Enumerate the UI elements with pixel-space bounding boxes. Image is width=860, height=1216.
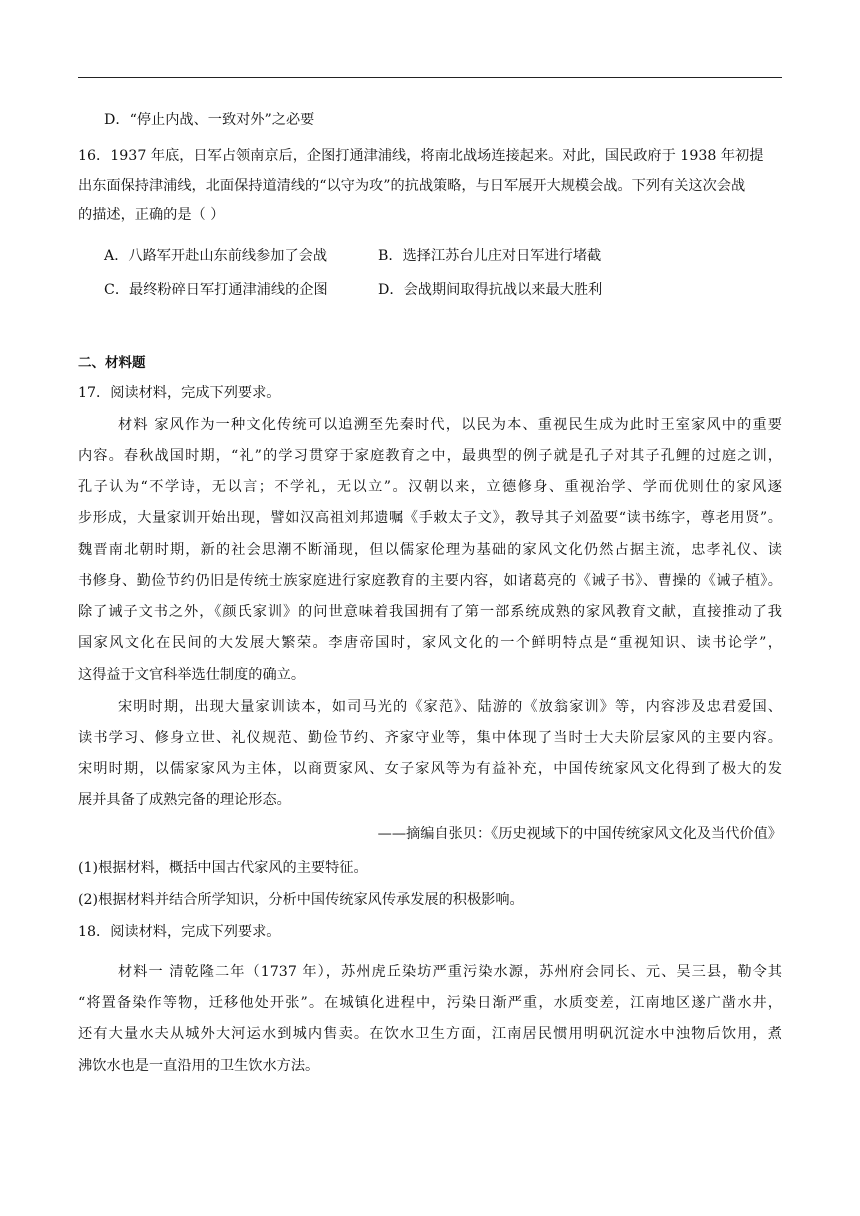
q17-material-line: 内容。春秋战国时期，“礼”的学习贯穿于家庭教育之中，最典型的例子就是孔子对其子孔鲤的过庭之训， bbox=[78, 448, 782, 464]
q17-material-line: 魏晋南北朝时期，新的社会思潮不断涌现，但以儒家伦理为基础的家风文化仍然占据主流，忠孝礼仪、读 bbox=[78, 542, 782, 558]
q16-option-c: C．最终粉碎日军打通津浦线的企图 bbox=[104, 282, 328, 298]
section-title: 二、材料题 bbox=[78, 355, 146, 371]
q17-material-line: 材料 家风作为一种文化传统可以追溯至先秦时代，以民为本、重视民生成为此时王室家风中的重要 bbox=[118, 417, 782, 433]
header-rule bbox=[78, 77, 782, 78]
q18-material-line: 沸饮水也是一直沿用的卫生饮水方法。 bbox=[78, 1058, 320, 1074]
q18-material-line: 还有大量水夫从城外大河运水到城内售卖。在饮水卫生方面，江南居民惯用明矾沉淀水中浊物后饮用，煮 bbox=[78, 1026, 782, 1042]
q16-stem-line: 16．1937 年底，日军占领南京后，企图打通津浦线，将南北战场连接起来。对此，国民政府于 1938 年初提 bbox=[78, 148, 764, 164]
q17-material-line: 展并具备了成熟完备的理论形态。 bbox=[78, 792, 291, 808]
q18-material-line: “将置备染作等物，迁移他处开张”。在城镇化进程中，污染日渐严重，水质变差，江南地区遂广凿水井， bbox=[78, 995, 782, 1011]
q15-option-d: D．“停止内战、一致对外”之必要 bbox=[104, 112, 315, 128]
q18-material-line: 材料一 清乾隆二年（1737 年），苏州虎丘染坊严重污染水源，苏州府会同长、元、吴三县，勒令其 bbox=[118, 964, 782, 980]
q17-intro: 17．阅读材料，完成下列要求。 bbox=[78, 385, 281, 401]
q16-option-b: B．选择江苏台儿庄对日军进行堵截 bbox=[378, 248, 602, 264]
q17-source: ——摘编自张贝：《历史视域下的中国传统家风文化及当代价值》 bbox=[377, 826, 782, 842]
q17-material-line: 除了诫子文书之外，《颜氏家训》的问世意味着我国拥有了第一部系统成熟的家风教育文献，直接推动了我 bbox=[78, 604, 782, 620]
q17-sub-question: (1)根据材料，概括中国古代家风的主要特征。 bbox=[78, 860, 368, 876]
q17-material-line: 这得益于文官科举选仕制度的确立。 bbox=[78, 667, 306, 683]
q16-options-row bbox=[104, 280, 782, 300]
q16-option-a: A．八路军开赴山东前线参加了会战 bbox=[104, 248, 328, 264]
q18-intro: 18．阅读材料，完成下列要求。 bbox=[78, 924, 281, 940]
q17-material-line: 孔子认为“不学诗，无以言；不学礼，无以立”。汉朝以来，立德修身、重视治学、学而优则仕的家风逐 bbox=[78, 479, 782, 495]
q16-options-row bbox=[104, 246, 782, 266]
q17-material-line: 读书学习、修身立世、礼仪规范、勤俭节约、齐家守业等，集中体现了当时士大夫阶层家风的主要内容。 bbox=[78, 730, 782, 746]
q16-stem-line: 的描述，正确的是（ ） bbox=[78, 207, 225, 223]
q16-option-d: D．会战期间取得抗战以来最大胜利 bbox=[378, 282, 603, 298]
q16-stem-line: 出东面保持津浦线，北面保持道清线的“以守为攻”的抗战策略，与日军展开大规模会战。下列有关这次会战 bbox=[78, 178, 746, 194]
q17-material-line: 宋明时期，以儒家家风为主体，以商贾家风、女子家风等为有益补充，中国传统家风文化得到了极大的发 bbox=[78, 761, 782, 777]
q17-material-line: 国家风文化在民间的大发展大繁荣。李唐帝国时，家风文化的一个鲜明特点是“重视知识、读书论学”， bbox=[78, 635, 782, 651]
q17-material-line: 书修身、勤俭节约仍旧是传统士族家庭进行家庭教育的主要内容，如诸葛亮的《诫子书》、曹操的《诫子植》。 bbox=[78, 573, 782, 589]
q17-sub-question: (2)根据材料并结合所学知识，分析中国传统家风传承发展的积极影响。 bbox=[78, 892, 524, 908]
q17-material-line: 宋明时期，出现大量家训读本，如司马光的《家范》、陆游的《放翁家训》等，内容涉及忠君爱国、 bbox=[118, 699, 782, 715]
q17-material-line: 步形成，大量家训开始出现，譬如汉高祖刘邦遗嘱《手敕太子文》，教导其子刘盈要“读书练字，尊老用贤”。 bbox=[78, 510, 782, 526]
